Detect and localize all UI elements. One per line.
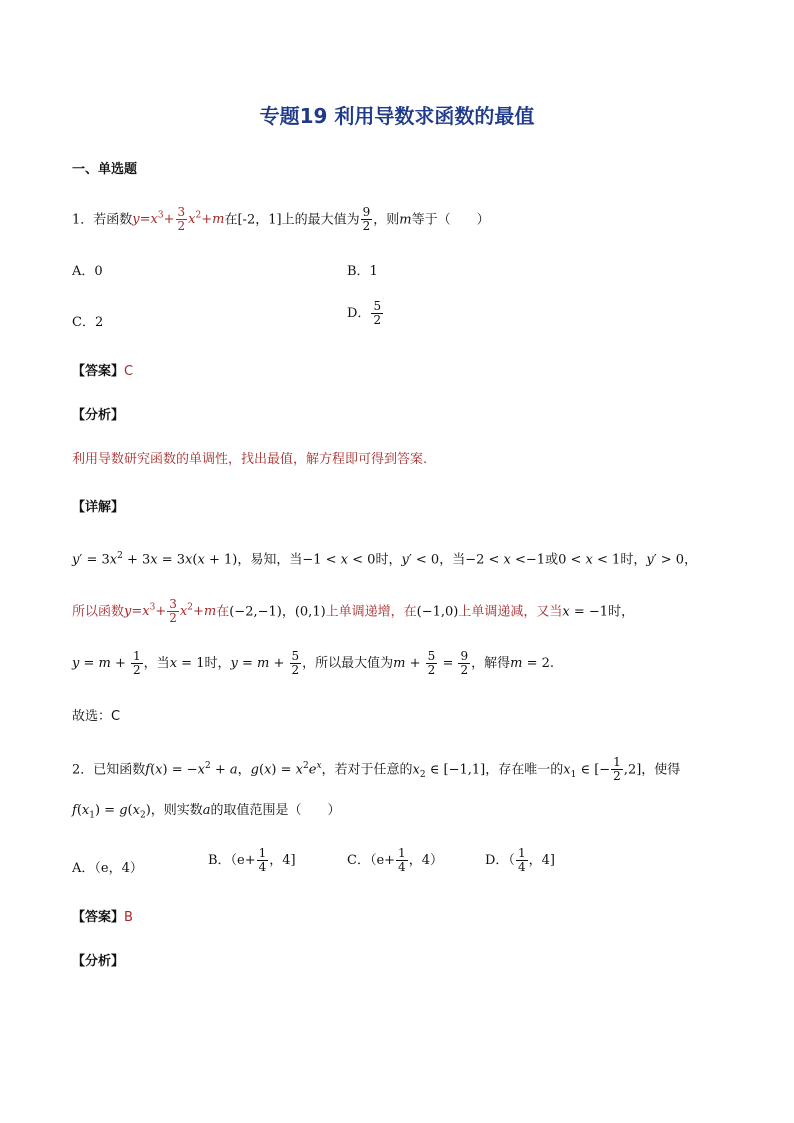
q1-answer-tag: 【答案】 xyxy=(72,364,125,379)
q2-answer xyxy=(72,906,133,925)
q1-choose: 故选：C xyxy=(72,709,121,724)
q1-option-c: C．2 xyxy=(72,315,104,330)
question-2-stem-line-2: $f(x_1) = g(x_2)$，则实数a的取值范围是（ ） xyxy=(72,803,341,821)
section-heading: 一、单选题 xyxy=(72,162,138,177)
q1-option-b: B．1 xyxy=(347,264,378,279)
q1-analysis-tag: 【分析】 xyxy=(72,408,125,423)
q2-option-b: B．（e+ $\frac{1}{4}$ ，4] xyxy=(208,846,296,874)
q1-detail-line-1: $y' = 3x^2 + 3x = 3x(x + 1)$，易知，当−1 < x < 0时，y′ < 0，当−2 < x <−1或0 < x < 1时，y′ > 0， xyxy=(72,551,698,568)
page-title: 专题19 利用导数求函数的最值 xyxy=(259,104,535,128)
q1-option-a: A．0 xyxy=(72,264,103,279)
q2-answer-value: B xyxy=(124,910,133,925)
q2-analysis-tag: 【分析】 xyxy=(72,954,125,969)
q1-option-d-label: D． xyxy=(347,306,371,321)
q1-post: ，则 xyxy=(373,212,400,228)
q2-option-a: A．（e，4） xyxy=(72,861,143,876)
q1-detail-line-2: 所以函数$y=x^3+$ $\frac{3}{2}$ $x^2+m$在(−2,−1)，(0,1)上单调递增，在(−1,0)上单调递减，又当x = −1时， xyxy=(72,597,635,626)
q2-option-d: D．（ $\frac{1}{4}$ ，4] xyxy=(485,846,555,874)
q1-answer xyxy=(72,360,133,379)
q1-option-d: D． $\frac{5}{2}$ xyxy=(347,299,382,327)
q1-detail-tag: 【详解】 xyxy=(72,500,125,515)
q2-answer-tag: 【答案】 xyxy=(72,910,125,925)
q1-detail-line-3: y = m + $\frac{1}{2}$ ，当x = 1时，y = m + $\frac{5}{2}$ ，所以最大值为m + $\frac{5}{2}$ = $\frac{9}{2}$ ，解得m = 2. xyxy=(72,649,555,677)
question-1-stem: 1．若函数$y=x^3+$ $\frac{3}{2}$ $x^2+m$在[-2，1]上的最大值为 $\frac{9}{2}$ ，则m等于（ ） xyxy=(72,205,490,234)
q1-analysis-text: 利用导数研究函数的单调性，找出最值，解方程即可得到答案. xyxy=(72,452,428,467)
question-2-stem-line-1: 2．已知函数$f(x) = -x^2 + a$，$g(x) = x^2e^x$，若对于任意的$x_2$ ∈ [−1,1]，存在唯一的$x_1$ ∈ [− $\frac{1}{2}$ ,2]，使得 xyxy=(72,755,681,784)
q1-answer-value: C xyxy=(124,364,134,379)
q2-option-c: C．（e+ $\frac{1}{4}$ ，4） xyxy=(347,846,443,874)
q1-pre: 1．若函数 xyxy=(72,212,133,228)
q1-post2: 等于（ ） xyxy=(411,212,490,228)
q1-mid: 在[-2，1]上的最大值为 xyxy=(224,212,360,228)
